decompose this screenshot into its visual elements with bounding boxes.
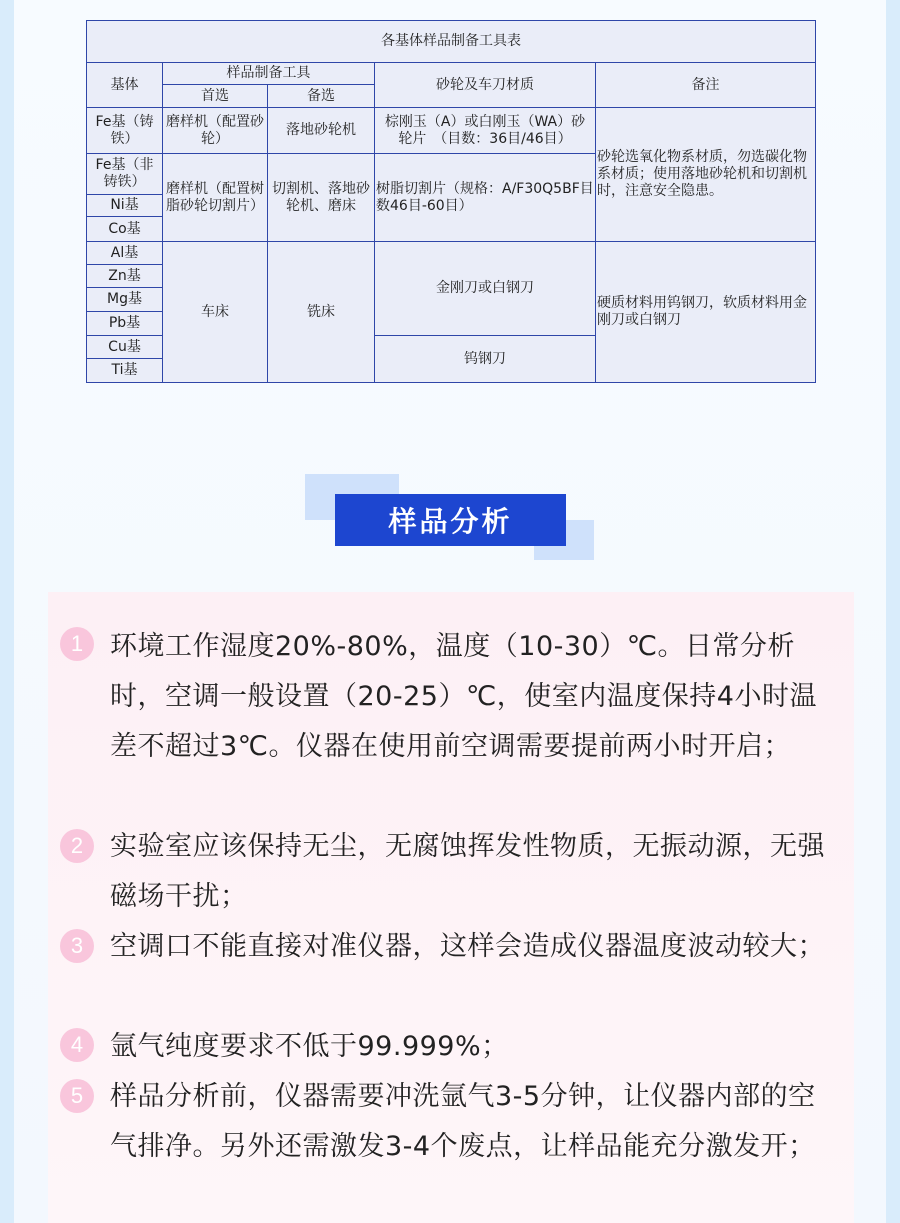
- cell-group2-material-a: 金刚刀或白钢刀: [375, 242, 596, 336]
- cell-group1-alternative: 切割机、落地砂轮机、磨床: [268, 154, 375, 242]
- cell-group1-remark: 砂轮选氧化物系材质，勿选碳化物系材质；使用落地砂轮机和切割机时，注意安全隐患。: [596, 108, 816, 242]
- cell-group2-alternative: 铣床: [268, 242, 375, 383]
- row-label-ni: Ni基: [87, 195, 163, 217]
- cell-fe-cast-preferred: 磨样机（配置砂轮）: [163, 108, 268, 154]
- list-item-text: 氩气纯度要求不低于99.999%；: [110, 1031, 509, 1062]
- list-item-text: 空调口不能直接对准仪器，这样会造成仪器温度波动较大；: [110, 931, 825, 962]
- header-alternative: 备选: [268, 85, 375, 108]
- table-title: 各基体样品制备工具表: [87, 21, 816, 63]
- number-badge: 4: [60, 1028, 94, 1062]
- row-label-ti: Ti基: [87, 359, 163, 383]
- list-item-text: 环境工作湿度20%-80%，温度（10-30）℃。日常分析时，空调一般设置（20-25）℃，使室内温度保持4小时温差不超过3℃。仪器在使用前空调需要提前两小时开启；: [110, 631, 817, 762]
- row-label-fe-noncast: Fe基（非铸铁）: [87, 154, 163, 195]
- header-preferred: 首选: [163, 85, 268, 108]
- row-label-pb: Pb基: [87, 312, 163, 336]
- header-remark: 备注: [596, 63, 816, 108]
- number-badge: 2: [60, 829, 94, 863]
- list-item-text: 实验室应该保持无尘，无腐蚀挥发性物质，无振动源，无强磁场干扰；: [110, 831, 825, 912]
- section-title: 样品分析: [335, 494, 566, 546]
- row-label-fe-cast: Fe基（铸铁）: [87, 108, 163, 154]
- list-item-text: 样品分析前，仪器需要冲洗氩气3-5分钟，让仪器内部的空气排净。另外还需激发3-4个废点，让样品能充分激发开；: [110, 1081, 816, 1162]
- row-label-cu: Cu基: [87, 336, 163, 359]
- cell-group1-material: 树脂切割片（规格：A/F30Q5BF目数46目-60目）: [375, 154, 596, 242]
- sample-prep-tools-table: [86, 20, 816, 383]
- number-badge: 5: [60, 1079, 94, 1113]
- cell-group2-material-b: 钨钢刀: [375, 336, 596, 383]
- cell-group2-remark: 硬质材料用钨钢刀，软质材料用金刚刀或白钢刀: [596, 242, 816, 383]
- cell-fe-cast-alternative: 落地砂轮机: [268, 108, 375, 154]
- row-label-mg: Mg基: [87, 288, 163, 312]
- row-label-co: Co基: [87, 217, 163, 242]
- header-matrix: 基体: [87, 63, 163, 108]
- cell-group1-preferred: 磨样机（配置树脂砂轮切割片）: [163, 154, 268, 242]
- cell-fe-cast-material: 棕刚玉（A）或白刚玉（WA）砂轮片 （目数：36目/46目）: [375, 108, 596, 154]
- number-badge: 1: [60, 627, 94, 661]
- row-label-al: Al基: [87, 242, 163, 265]
- number-badge: 3: [60, 929, 94, 963]
- header-tools: 样品制备工具: [163, 63, 375, 85]
- row-label-zn: Zn基: [87, 265, 163, 288]
- cell-group2-preferred: 车床: [163, 242, 268, 383]
- header-material: 砂轮及车刀材质: [375, 63, 596, 108]
